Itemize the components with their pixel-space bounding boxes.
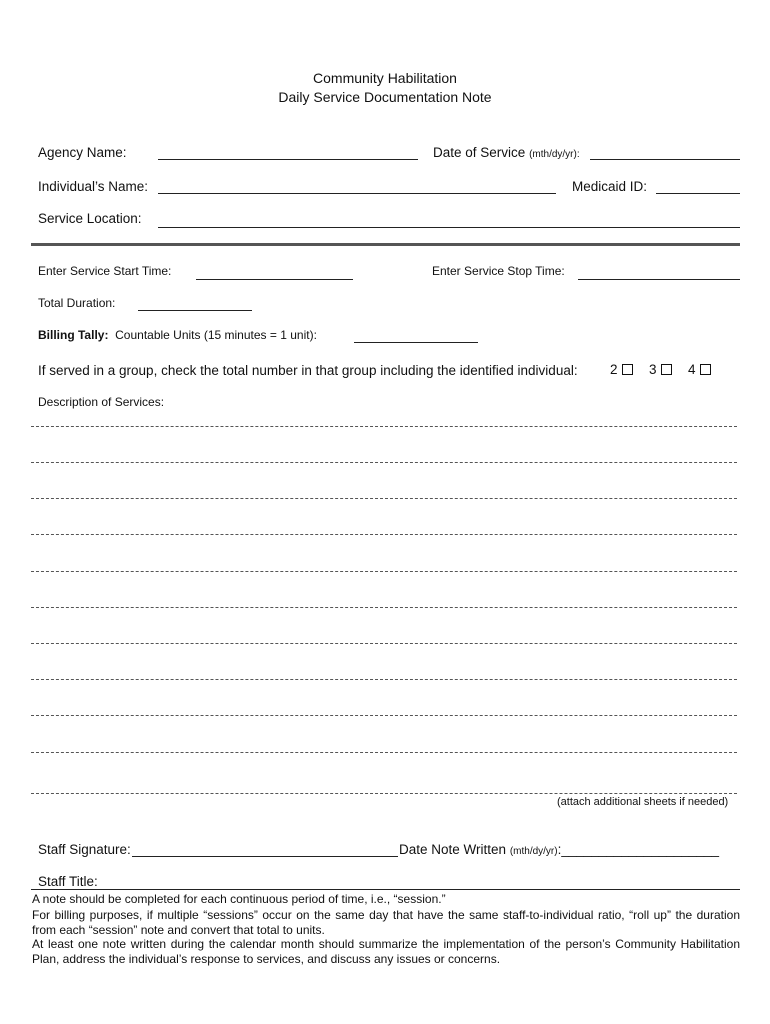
service-location-label: Service Location: — [38, 211, 142, 226]
staff-title-field[interactable] — [31, 889, 740, 890]
group-option-2-label: 2 — [610, 362, 618, 377]
group-option-4-label: 4 — [688, 362, 696, 377]
attach-note: (attach additional sheets if needed) — [557, 796, 729, 808]
description-line[interactable] — [31, 715, 737, 716]
group-option-4[interactable] — [688, 362, 711, 377]
group-option-3-label: 3 — [649, 362, 657, 377]
description-line[interactable] — [31, 462, 737, 463]
stop-time-field[interactable] — [578, 279, 740, 280]
service-location-field[interactable] — [158, 227, 740, 228]
staff-signature-label: Staff Signature: — [38, 842, 131, 857]
staff-signature-field[interactable] — [132, 856, 398, 857]
billing-tally-label — [38, 328, 317, 342]
start-time-label: Enter Service Start Time: — [38, 264, 172, 278]
date-of-service-format: (mth/dy/yr): — [529, 149, 580, 160]
individual-name-label: Individual’s Name: — [38, 179, 149, 194]
date-written-field[interactable]: :_____________________ — [557, 842, 720, 857]
description-line[interactable] — [31, 752, 737, 753]
description-line[interactable] — [31, 426, 737, 427]
date-written-label — [399, 842, 719, 857]
start-time-field[interactable] — [196, 279, 353, 280]
agency-name-field[interactable] — [158, 159, 418, 160]
group-option-2[interactable] — [610, 362, 633, 377]
billing-units-field[interactable] — [354, 342, 478, 343]
date-of-service-label — [433, 145, 580, 160]
description-line[interactable] — [31, 571, 737, 572]
date-of-service-text: Date of Service — [433, 145, 526, 160]
description-line[interactable] — [31, 498, 737, 499]
billing-tally-title: Billing Tally: — [38, 328, 109, 342]
medicaid-id-field[interactable] — [656, 193, 740, 194]
description-line[interactable] — [31, 643, 737, 644]
group-question: If served in a group, check the total number in that group including the identified individual: — [38, 363, 578, 378]
description-line[interactable] — [31, 793, 737, 794]
medicaid-id-label: Medicaid ID: — [572, 179, 648, 194]
staff-title-label: Staff Title: — [38, 874, 98, 889]
checkbox-icon[interactable] — [622, 364, 633, 375]
individual-name-field[interactable] — [158, 193, 556, 194]
agency-name-label: Agency Name: — [38, 145, 127, 160]
total-duration-label: Total Duration: — [38, 296, 116, 310]
description-line[interactable] — [31, 607, 737, 608]
note-session: A note should be completed for each continuous period of time, i.e., “session.” — [32, 892, 446, 906]
date-of-service-field[interactable] — [590, 159, 740, 160]
billing-units-label: Countable Units (15 minutes = 1 unit): — [115, 328, 317, 342]
form-subtitle: Daily Service Documentation Note — [278, 89, 492, 105]
date-written-format: (mth/dy/yr) — [509, 846, 558, 857]
form-title: Community Habilitation — [313, 70, 457, 86]
date-written-text: Date Note Written — [399, 842, 507, 857]
description-label: Description of Services: — [38, 395, 165, 409]
checkbox-icon[interactable] — [700, 364, 711, 375]
total-duration-field[interactable] — [138, 310, 252, 311]
note-billing: For billing purposes, if multiple “sessions” occur on the same day that have the same staff-to-individual ratio, “roll up” the duration from each “session” note and convert that total to units. — [32, 908, 740, 937]
group-option-3[interactable] — [649, 362, 672, 377]
description-line[interactable] — [31, 534, 737, 535]
section-divider — [31, 243, 740, 246]
note-monthly: At least one note written during the calendar month should summarize the implementation of the person’s Community Habilitation Plan, address the individual’s response to services, and discuss any issues or concerns. — [32, 937, 740, 966]
checkbox-icon[interactable] — [661, 364, 672, 375]
stop-time-label: Enter Service Stop Time: — [432, 264, 565, 278]
description-line[interactable] — [31, 679, 737, 680]
